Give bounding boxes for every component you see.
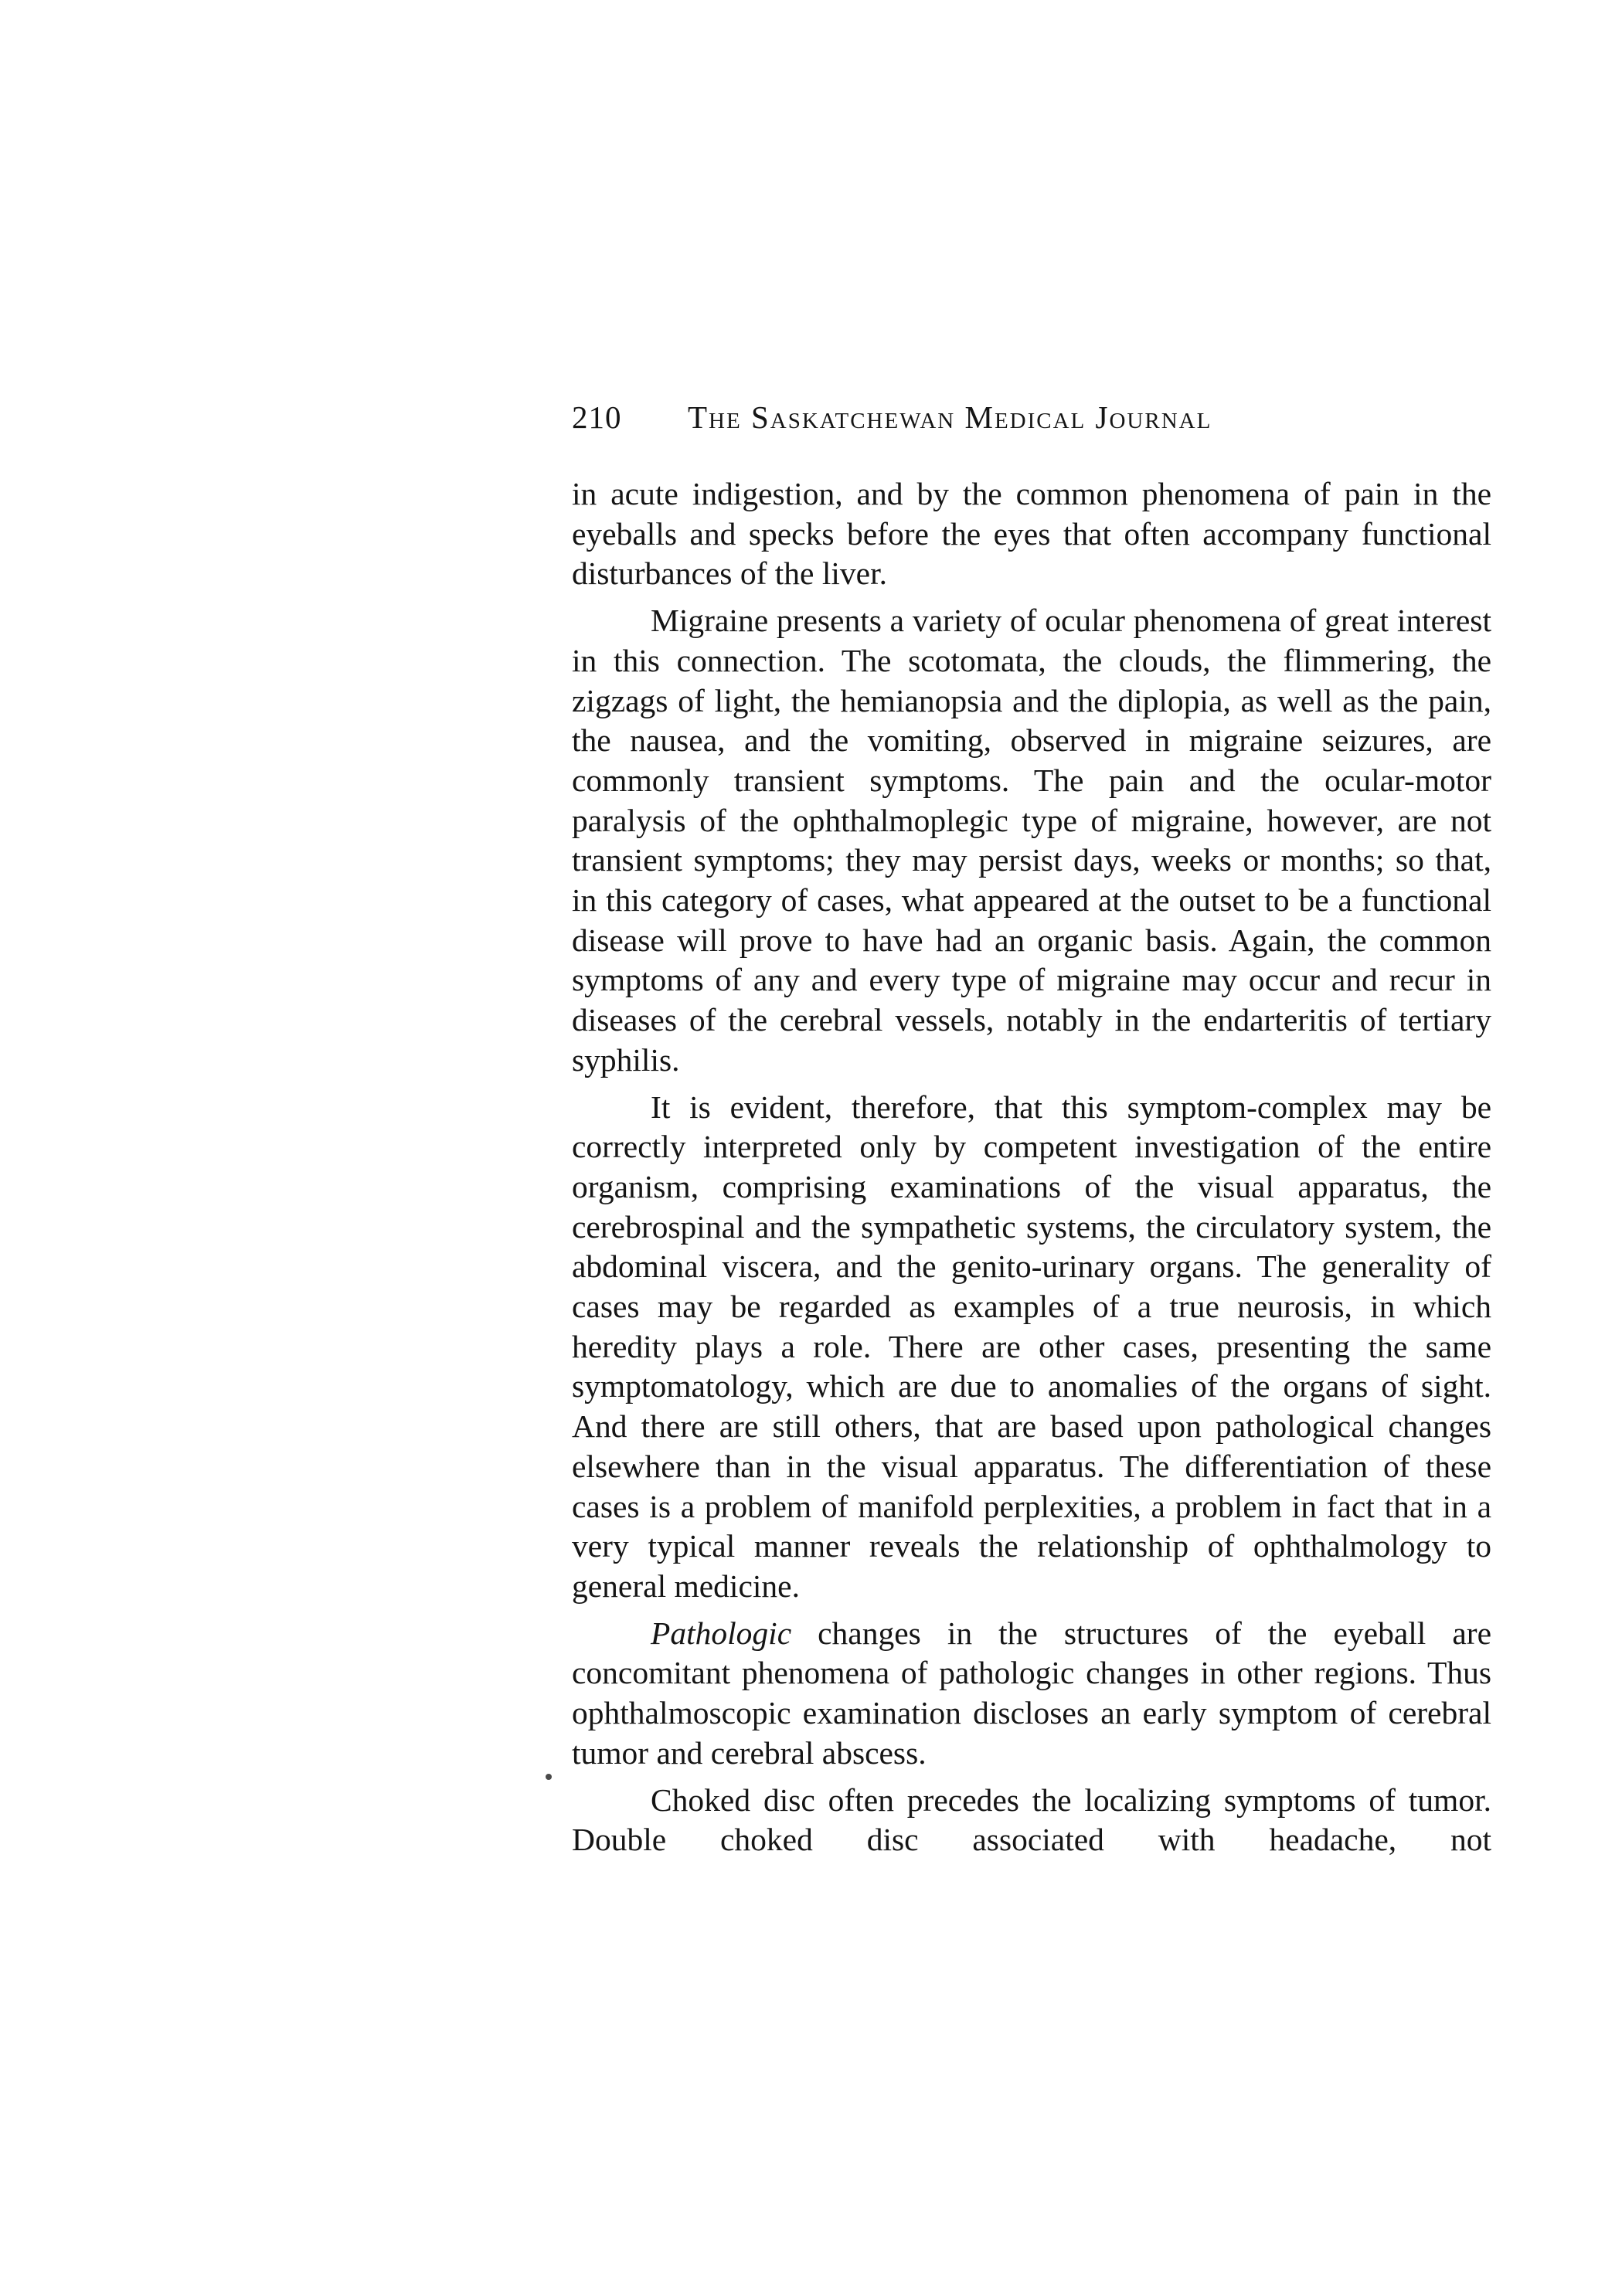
running-header [572,394,1491,440]
paragraph-continuation: in acute indigestion, and by the common phenomena of pain in the eyeballs and specks before the eyes that often accompany functional disturbances of the liver. [572,476,1491,592]
journal-title: The Saskatchewan Medical Journal [688,399,1212,435]
paragraph-symptom-complex: It is evident, therefore, that this symptom-complex may be correctly interpreted only by competent investigation of the entire organism, comprising examinations of the visual apparatus, the cerebrospinal and the sympathetic systems, the circulatory system, the abdominal viscera, and the genito-urinary organs. The generality of cases may be regarded as examples of a true neurosis, in which heredity plays a role. There are other cases, presenting the same symptomatology, which are due to anomalies of the organs of sight. And there are still others, that are based upon pathological changes elsewhere than in the visual apparatus. The differentiation of these cases is a problem of manifold perplexities, a problem in fact that in a very typical manner reveals the relationship of ophthalmology to general medicine. [572,1089,1491,1604]
body-text [572,474,1491,1860]
paragraph-pathologic-changes [572,1614,1491,1774]
paragraph-pathologic-text: changes in the structures of the eyeball are concomitant phenomena of pathologic changes in other regions. Thus ophthalmoscopic examination discloses an early symptom of cerebral tumor and cerebral abscess. [572,1615,1491,1771]
paragraph-choked-disc: Choked disc often precedes the localizing symptoms of tumor. Double choked disc associated with headache, not [572,1781,1491,1858]
italic-lead-word: Pathologic [651,1615,792,1651]
page-number: 210 [572,399,622,435]
margin-speck [546,1774,552,1780]
paragraph-migraine: Migraine presents a variety of ocular phenomena of great interest in this connection. The scotomata, the clouds, the flimmering, the zigzags of light, the hemianopsia and the diplopia, as well as the pain, the nausea, and the vomiting, observed in migraine seizures, are commonly transient symptoms. The pain and the ocular-motor paralysis of the ophthalmoplegic type of migraine, however, are not transient symptoms; they may persist days, weeks or months; so that, in this category of cases, what appeared at the outset to be a functional disease will prove to have had an organic basis. Again, the common symptoms of any and every type of migraine may occur and recur in diseases of the cerebral vessels, notably in the endarteritis of tertiary syphilis. [572,603,1491,1078]
